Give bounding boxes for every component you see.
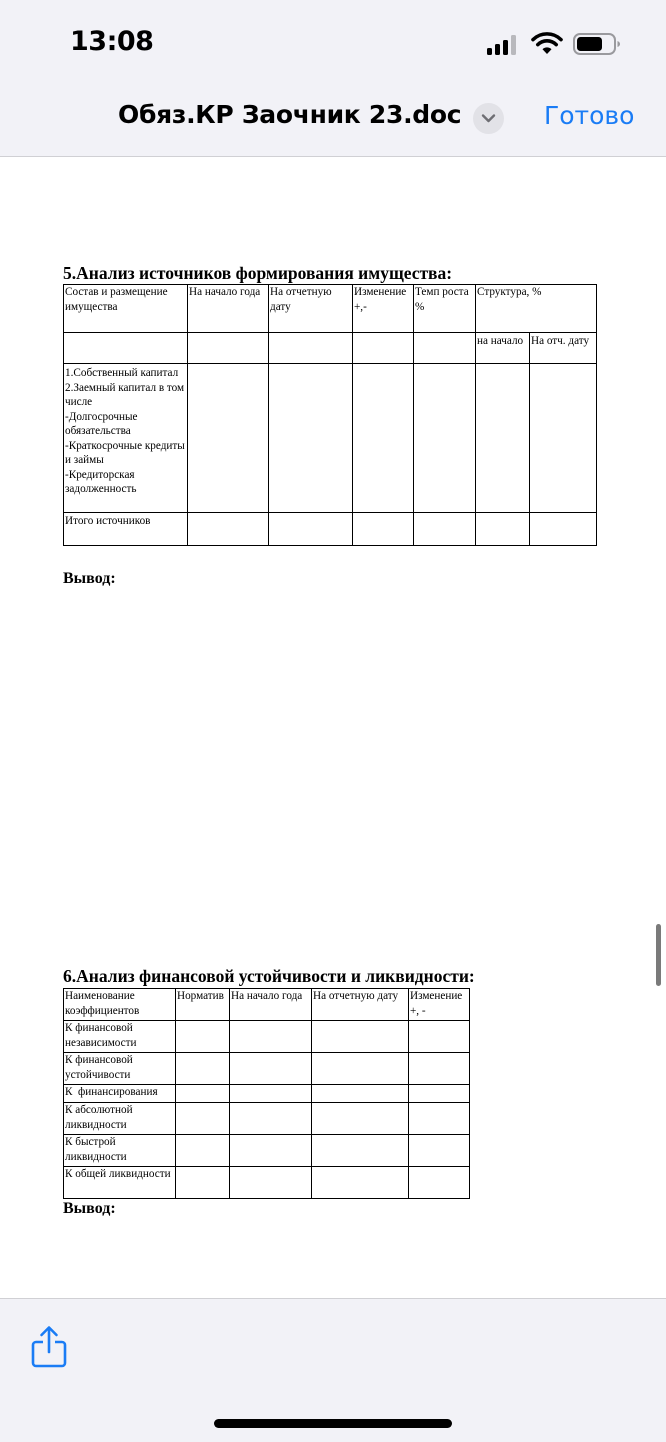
chevron-down-icon — [481, 112, 496, 125]
header-report-date: На отчетную дату — [312, 989, 409, 1021]
table-cell[interactable] — [409, 1135, 470, 1167]
document-page[interactable] — [0, 158, 666, 1298]
table-row — [64, 1053, 470, 1085]
table-cell[interactable] — [353, 333, 414, 364]
table-row — [64, 513, 597, 546]
table-cell[interactable] — [230, 1085, 312, 1103]
header-ratio-name: Наименование коэффициентов — [64, 989, 176, 1021]
table-cell[interactable] — [409, 1021, 470, 1053]
header-report-date: На отчетную дату — [269, 285, 353, 333]
table-cell[interactable] — [530, 513, 597, 546]
ratio-label: К быстрой ликвидности — [64, 1135, 176, 1167]
signal-icon — [487, 35, 521, 55]
source-item: 1.Собственный капитал — [65, 367, 179, 379]
table-row — [64, 1021, 470, 1053]
table-cell[interactable] — [409, 1167, 470, 1199]
subheader-structure-start: на начало — [476, 333, 530, 364]
header-change: Изменение +,- — [353, 285, 414, 333]
header-change: Изменение +, - — [409, 989, 470, 1021]
table-cell[interactable] — [230, 1053, 312, 1085]
table-cell[interactable] — [476, 513, 530, 546]
table-cell[interactable] — [188, 364, 269, 513]
section-6-heading: 6.Анализ финансовой устойчивости и ликвидности: — [63, 966, 475, 986]
table-row — [64, 1103, 470, 1135]
table-cell[interactable] — [312, 1167, 409, 1199]
ratio-label: К общей ликвидности — [64, 1167, 176, 1199]
sources-table — [63, 284, 597, 546]
table-cell[interactable] — [176, 1103, 230, 1135]
table-cell[interactable] — [176, 1167, 230, 1199]
done-button[interactable]: Готово — [544, 101, 635, 130]
source-item: -Краткосрочные кредиты и займы — [65, 439, 185, 466]
share-icon[interactable] — [30, 1325, 68, 1369]
scroll-indicator[interactable] — [656, 924, 661, 986]
table-cell[interactable] — [176, 1135, 230, 1167]
total-sources-label: Итого источников — [64, 513, 188, 546]
sources-items-cell — [64, 364, 188, 513]
table-row — [64, 364, 597, 513]
section-5-heading: 5.Анализ источников формирования имущества: — [63, 263, 453, 283]
table-cell[interactable] — [176, 1053, 230, 1085]
table-cell[interactable] — [269, 333, 353, 364]
table-header-row — [64, 285, 597, 333]
table-cell[interactable] — [353, 364, 414, 513]
section-5-conclusion: Вывод: — [63, 570, 116, 587]
table-cell[interactable] — [188, 513, 269, 546]
table-header-row — [64, 989, 470, 1021]
subheader-structure-report: На отч. дату — [530, 333, 597, 364]
table-cell[interactable] — [409, 1103, 470, 1135]
table-row — [64, 1085, 470, 1103]
document-title[interactable]: Обяз.КР Заочник 23.doc — [118, 100, 462, 129]
title-menu-button[interactable] — [473, 103, 504, 134]
header-start-year: На начало года — [230, 989, 312, 1021]
header-composition: Состав и размещение имущества — [64, 285, 188, 333]
table-subheader-row — [64, 333, 597, 364]
table-cell[interactable] — [230, 1021, 312, 1053]
table-cell[interactable] — [476, 364, 530, 513]
source-item: -Долгосрочные обязательства — [65, 410, 138, 437]
table-cell[interactable] — [176, 1021, 230, 1053]
table-cell[interactable] — [409, 1085, 470, 1103]
table-cell[interactable] — [312, 1103, 409, 1135]
header-structure: Структура, % — [476, 285, 597, 333]
table-cell[interactable] — [230, 1103, 312, 1135]
ratio-label: К абсолютной ликвидности — [64, 1103, 176, 1135]
table-cell[interactable] — [530, 364, 597, 513]
table-cell[interactable] — [409, 1053, 470, 1085]
table-cell[interactable] — [269, 513, 353, 546]
table-cell[interactable] — [64, 333, 188, 364]
battery-icon — [573, 33, 621, 55]
bottom-toolbar — [0, 1298, 666, 1442]
wifi-icon — [531, 32, 563, 56]
table-cell[interactable] — [269, 364, 353, 513]
table-row — [64, 1135, 470, 1167]
header-start-year: На начало года — [188, 285, 269, 333]
table-cell[interactable] — [176, 1085, 230, 1103]
home-indicator — [214, 1419, 452, 1428]
header-norm: Норматив — [176, 989, 230, 1021]
table-cell[interactable] — [188, 333, 269, 364]
table-cell[interactable] — [312, 1135, 409, 1167]
table-cell[interactable] — [414, 513, 476, 546]
source-item: 2.Заемный капитал в том числе — [65, 381, 185, 408]
table-cell[interactable] — [414, 364, 476, 513]
table-cell[interactable] — [414, 333, 476, 364]
ratio-label: К финансовой независимости — [64, 1021, 176, 1053]
section-6-conclusion: Вывод: — [63, 1200, 116, 1217]
status-time: 13:08 — [70, 26, 154, 57]
table-cell[interactable] — [312, 1053, 409, 1085]
header-growth-rate: Темп роста % — [414, 285, 476, 333]
ratio-label: К финансовой устойчивости — [64, 1053, 176, 1085]
ratios-table — [63, 988, 470, 1199]
table-cell[interactable] — [353, 513, 414, 546]
table-cell[interactable] — [312, 1085, 409, 1103]
table-cell[interactable] — [230, 1135, 312, 1167]
table-cell[interactable] — [230, 1167, 312, 1199]
table-cell[interactable] — [312, 1021, 409, 1053]
status-bar — [0, 0, 666, 90]
table-row — [64, 1167, 470, 1199]
ratio-label: К финансирования — [64, 1085, 176, 1103]
nav-bar — [0, 90, 666, 157]
source-item: -Кредиторская задолженность — [65, 468, 137, 495]
